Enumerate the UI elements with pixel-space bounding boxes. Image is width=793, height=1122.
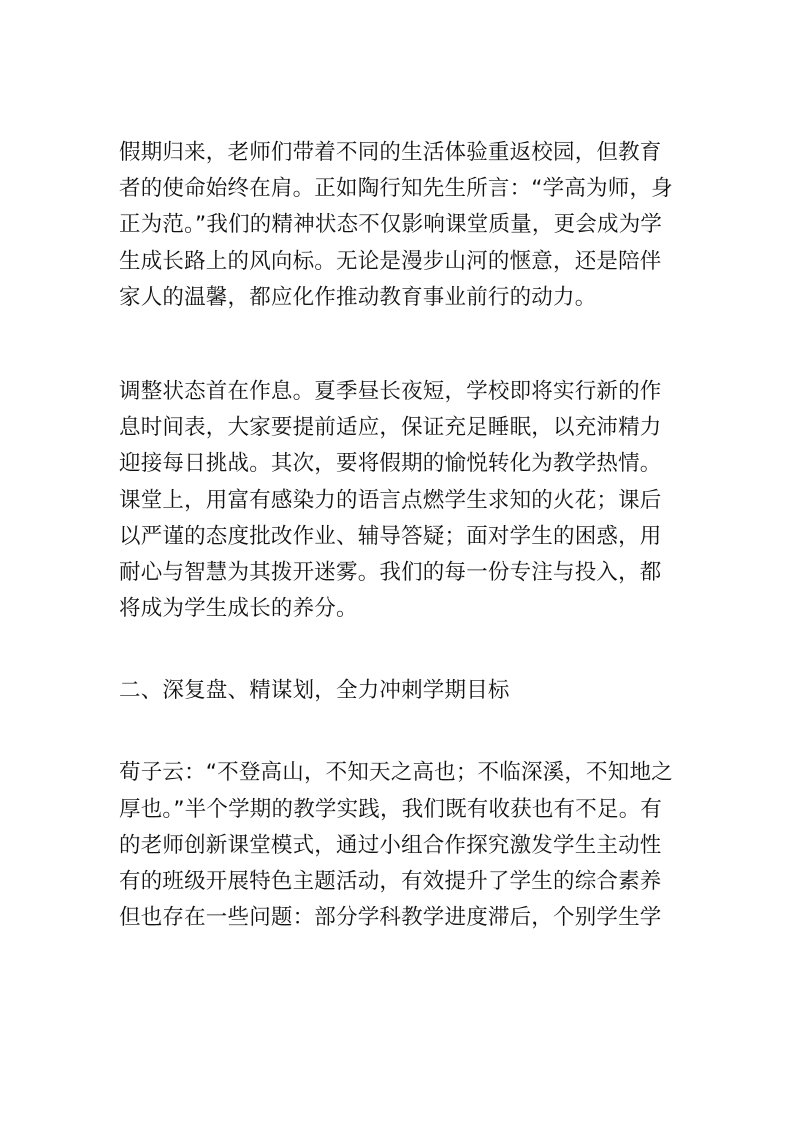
- paragraph-2-line: 息时间表，大家要提前适应，保证充足睡眠，以充沛精力: [119, 415, 662, 441]
- paragraph-2: [119, 374, 679, 627]
- paragraph-spacer: [119, 709, 679, 755]
- paragraph-1-line: 生成长路上的风向标。无论是漫步山河的惬意，还是陪伴: [119, 248, 662, 274]
- paragraph-3: [119, 755, 679, 936]
- paragraph-1: [119, 135, 679, 316]
- paragraph-1-line: 者的使命始终在肩。正如陶行知先生所言：“学高为师，身: [119, 176, 673, 202]
- paragraph-2-line: 调整状态首在作息。夏季昼长夜短，学校即将实行新的作: [119, 378, 662, 404]
- paragraph-2-line: 以严谨的态度批改作业、辅导答疑；面对学生的困惑，用: [119, 523, 662, 549]
- paragraph-1-line: 假期归来，老师们带着不同的生活体验重返校园，但教育: [119, 140, 662, 165]
- paragraph-spacer: [119, 316, 679, 374]
- paragraph-2-line: 迎接每日挑战。其次，要将假期的愉悦转化为教学热情。: [119, 451, 662, 477]
- paragraph-1-line: 家人的温馨，都应化作推动教育事业前行的动力。: [119, 284, 597, 310]
- paragraph-3-line: 厚也。”半个学期的教学实践，我们既有收获也有不足。有: [119, 796, 663, 822]
- paragraph-3-line: 的老师创新课堂模式，通过小组合作探究激发学生主动性: [119, 832, 662, 858]
- paragraph-3-line: 有的班级开展特色主题活动，有效提升了学生的综合素养: [119, 869, 662, 895]
- paragraph-3-line: 但也存在一些问题：部分学科教学进度滞后，个别学生学: [119, 905, 662, 931]
- paragraph-2-line: 耐心与智慧为其拨开迷雾。我们的每一份专注与投入，都: [119, 559, 662, 585]
- paragraph-1-line: 正为范。”我们的精神状态不仅影响课堂质量，更会成为学: [119, 212, 663, 238]
- paragraph-2-line: 将成为学生成长的养分。: [119, 596, 358, 622]
- section-heading: 二、深复盘、精谋划，全力冲刺学期目标: [119, 678, 510, 704]
- paragraph-2-line: 课堂上，用富有感染力的语言点燃学生求知的火花；课后: [119, 487, 662, 513]
- paragraph-spacer: [119, 627, 679, 673]
- paragraph-3-line: 荀子云：“不登高山，不知天之高也；不临深溪，不知地之: [119, 760, 673, 786]
- document-body: [119, 135, 679, 936]
